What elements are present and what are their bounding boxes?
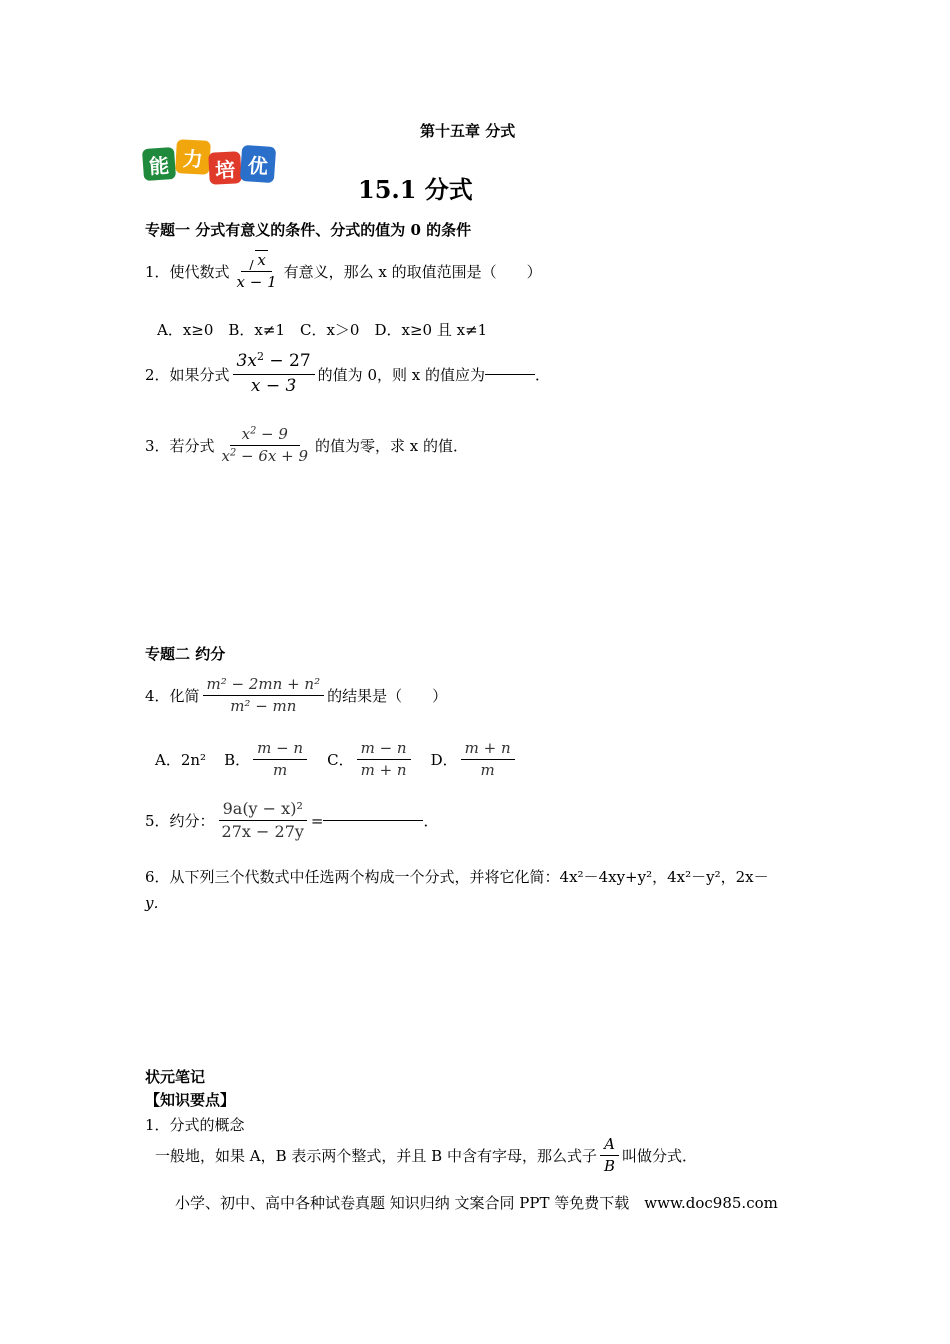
question-6-line1: 6．从下列三个代数式中任选两个构成一个分式，并将它化简：4x²－4xy+y²，4x²－y²，2x－	[145, 868, 769, 886]
q3-prefix: 3．若分式	[145, 437, 215, 456]
q4-option-c-num: m − n	[357, 740, 411, 760]
q3-num-b: − 9	[256, 425, 288, 443]
q4-option-c-fraction	[357, 740, 411, 780]
q5-fraction	[218, 800, 308, 842]
footer[interactable]: 小学、初中、高中各种试卷真题 知识归纳 文案合同 PPT 等免费下载 www.doc985.com	[175, 1194, 778, 1212]
q4-option-c-den: m + n	[360, 761, 407, 780]
q5-prefix: 5．约分：	[145, 812, 215, 831]
q4-num: m² − 2mn + n²	[203, 676, 325, 696]
q1-num: x	[257, 251, 266, 269]
notes-subheading: 【知识要点】	[145, 1091, 236, 1109]
notes-para-suffix: 叫做分式．	[622, 1147, 698, 1166]
q2-suffix: 的值为 0，则 x 的值应为	[317, 365, 485, 384]
q1-suffix: 有意义，那么 x 的取值范围是（ ）	[283, 263, 542, 282]
q2-num-a: 3x	[236, 351, 257, 371]
notes-paragraph	[155, 1136, 697, 1176]
notes-heading: 状元笔记	[145, 1068, 206, 1086]
q3-num-a: x	[241, 425, 251, 443]
notes-para-prefix: 一般地，如果 A，B 表示两个整式，并且 B 中含有字母，那么式子	[155, 1147, 597, 1166]
q2-prefix: 2．如果分式	[145, 365, 230, 384]
question-1	[145, 252, 542, 292]
notes-item-1: 1．分式的概念	[145, 1116, 245, 1134]
logo	[143, 138, 275, 188]
q1-fraction	[233, 252, 281, 292]
q5-answer-blank[interactable]	[323, 820, 423, 821]
q4-option-d-label: D．	[430, 751, 458, 770]
q4-prefix: 4．化简	[145, 687, 200, 706]
q4-den: m² − mn	[230, 697, 297, 716]
question-2	[145, 349, 550, 396]
question-5	[145, 800, 439, 842]
q1-prefix: 1．使代数式	[145, 263, 230, 282]
question-3	[145, 426, 468, 466]
q5-end: ．	[423, 812, 439, 831]
section-title: 15.1 分式	[358, 175, 473, 204]
q2-num-exp: 2	[256, 349, 264, 363]
question-4	[145, 676, 447, 716]
q2-end: ．	[534, 365, 550, 384]
q3-num-exp: 2	[250, 425, 257, 437]
logo-tile-3: 培	[208, 151, 242, 185]
q3-den-a: x	[221, 447, 231, 466]
notes-fraction	[600, 1136, 619, 1176]
q5-eq: =	[310, 811, 324, 830]
q5-num: 9a(y − x)²	[219, 800, 307, 821]
q4-options	[155, 740, 518, 780]
q2-num-b: − 27	[263, 351, 311, 371]
logo-tile-2: 力	[175, 139, 211, 175]
q2-fraction	[233, 349, 315, 396]
q2-den: x − 3	[250, 375, 297, 396]
question-6-line2: y．	[145, 894, 169, 912]
q4-option-b-den: m	[272, 761, 288, 780]
q3-den-exp: 2	[230, 447, 237, 459]
chapter-title: 第十五章 分式	[420, 122, 516, 140]
q1-options: A．x≥0 B．x≠1 C．x＞0 D．x≥0 且 x≠1	[157, 321, 488, 339]
q3-den-b: − 6x + 9	[236, 447, 308, 466]
q4-option-a: A．2n²	[155, 751, 207, 770]
q4-option-b-fraction	[253, 740, 307, 780]
topic2-heading: 专题二 约分	[145, 645, 226, 663]
notes-fraction-den: B	[603, 1157, 615, 1176]
q4-fraction	[203, 676, 325, 716]
q4-option-d-num: m + n	[461, 740, 515, 760]
q2-answer-blank[interactable]	[485, 374, 535, 375]
q3-suffix: 的值为零，求 x 的值．	[315, 437, 468, 456]
q4-option-d-den: m	[480, 761, 495, 780]
topic1-heading: 专题一 分式有意义的条件、分式的值为 0 的条件	[145, 221, 472, 239]
q4-option-c-label: C．	[327, 751, 354, 770]
logo-tile-1: 能	[142, 147, 176, 181]
logo-tile-4: 优	[240, 145, 276, 183]
q3-fraction	[218, 426, 312, 466]
q4-suffix: 的结果是（ ）	[327, 687, 448, 706]
q4-option-b-label: B．	[224, 751, 251, 770]
notes-fraction-num: A	[600, 1136, 619, 1156]
q5-den: 27x − 27y	[221, 822, 304, 842]
q4-option-d-fraction	[461, 740, 515, 780]
q1-den: x − 1	[236, 273, 277, 292]
q4-option-b-num: m − n	[253, 740, 307, 760]
